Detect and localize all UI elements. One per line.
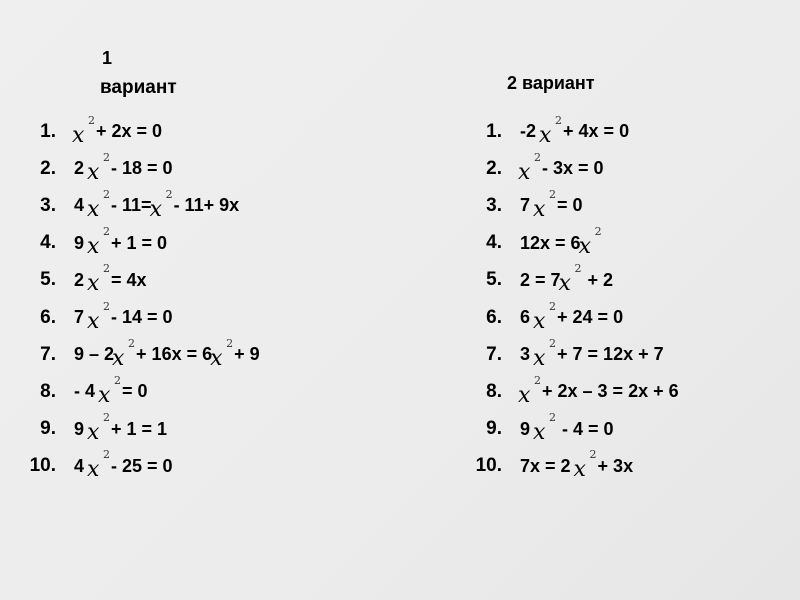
exponent: 2 (534, 150, 541, 164)
x-variable: x (533, 420, 546, 446)
equation-term: 2 (74, 269, 90, 290)
equation-number: 2. (486, 157, 502, 179)
x-variable: x (210, 345, 223, 371)
equation-term: 3 (520, 344, 536, 365)
exponent: 2 (549, 411, 557, 425)
equation-text (62, 187, 240, 222)
equation-text (508, 150, 604, 185)
equation-term: + 4х = 0 (563, 121, 630, 142)
equation-term: + 2х – 3 = 2х + 6 (542, 381, 679, 402)
equation-number: 8. (486, 380, 502, 402)
equation-term: 9 (74, 232, 90, 253)
x-squared (577, 225, 607, 260)
x-variable: x (98, 382, 111, 408)
equation-term: + 9 (234, 344, 260, 365)
exponent: 2 (549, 187, 557, 201)
variant-1-equation-5 (6, 262, 366, 299)
equation-term: + 2х = 0 (96, 121, 163, 142)
x-squared (85, 150, 115, 185)
variant-2-equation-5 (458, 262, 778, 299)
equation-number: 5. (486, 269, 502, 291)
x-variable: x (87, 234, 100, 260)
x-squared (85, 225, 115, 260)
x-variable: x (518, 159, 531, 185)
variant-2-equation-4 (458, 225, 778, 262)
x-variable: x (87, 420, 100, 446)
equation-text (62, 373, 148, 408)
equation-term: 6 (520, 307, 536, 328)
equation-term: 4 (74, 195, 90, 216)
x-squared (96, 373, 126, 408)
equation-number: 9. (40, 418, 56, 440)
exponent: 2 (128, 336, 136, 350)
x-squared (85, 187, 115, 222)
x-squared (85, 299, 115, 334)
equation-term: 4 (74, 455, 90, 476)
equation-number: 6. (40, 306, 56, 328)
variant-2-equation-1 (458, 113, 778, 150)
equation-text (508, 411, 614, 446)
x-variable: x (87, 308, 100, 334)
exponent: 2 (103, 225, 111, 239)
equation-number: 8. (40, 380, 56, 402)
exponent: 2 (594, 225, 602, 239)
exponent: 2 (549, 336, 557, 350)
equation-number: 6. (486, 306, 502, 328)
x-squared (516, 373, 546, 408)
equation-term: = 0 (557, 195, 583, 216)
x-squared (85, 448, 115, 483)
exponent: 2 (226, 336, 234, 350)
x-squared (557, 262, 587, 297)
variant-1-equation-9 (6, 411, 366, 448)
equation-number: 4. (486, 232, 502, 254)
x-squared (537, 113, 567, 148)
equation-text (62, 336, 260, 371)
equation-number: 7. (40, 343, 56, 365)
equation-term: - 25 = 0 (111, 455, 173, 476)
equation-text (508, 187, 583, 222)
variant-2-equation-3 (458, 187, 778, 224)
variant-2-equation-2 (458, 150, 778, 187)
equation-term: 9 (74, 418, 90, 439)
equation-text (62, 262, 147, 297)
x-variable: x (518, 382, 531, 408)
variant-1-number: 1 (102, 48, 113, 68)
equation-term: - 11+ 9х (173, 195, 240, 216)
equation-text (62, 411, 168, 446)
equation-term: 7 (520, 195, 536, 216)
equation-term: = 0 (122, 381, 148, 402)
equation-term: - 18 = 0 (111, 158, 173, 179)
exponent: 2 (534, 373, 541, 387)
variant-2-equation-9 (458, 411, 778, 448)
equation-text (508, 448, 634, 483)
equation-number: 3. (486, 194, 502, 216)
equation-number: 4. (40, 232, 56, 254)
equation-number: 7. (486, 343, 502, 365)
variant-1-label: вариант (100, 77, 177, 98)
equation-term: + 1 = 1 (111, 418, 168, 439)
equation-term: + 3х (597, 455, 634, 476)
equation-term: -2 (520, 121, 542, 142)
exponent: 2 (589, 448, 597, 462)
equation-term: 2 (74, 158, 90, 179)
exponent: 2 (555, 113, 563, 127)
x-variable: x (539, 122, 552, 148)
equation-number: 3. (40, 194, 56, 216)
equation-text (508, 262, 614, 297)
variant-2-equation-list (458, 113, 778, 485)
equation-term: - 4 = 0 (557, 418, 614, 439)
variant-1-equation-4 (6, 225, 366, 262)
x-squared (572, 448, 602, 483)
equation-number: 10. (475, 455, 502, 477)
equation-text (62, 225, 168, 260)
equation-term: - 14 = 0 (111, 307, 173, 328)
x-variable: x (533, 308, 546, 334)
exponent: 2 (114, 373, 122, 387)
equation-number: 1. (40, 120, 56, 142)
variant-1-equation-list (6, 113, 366, 485)
x-variable: x (112, 345, 125, 371)
equation-term: = 4х (111, 269, 147, 290)
x-squared (531, 299, 561, 334)
equation-term: 7 (74, 307, 90, 328)
exponent: 2 (103, 262, 111, 276)
x-squared (85, 262, 115, 297)
equation-term: - 4 (74, 381, 101, 402)
variant-2-equation-6 (458, 299, 778, 336)
x-variable: x (533, 345, 546, 371)
x-variable: x (87, 271, 100, 297)
equation-number: 5. (40, 269, 56, 291)
equation-number: 1. (486, 120, 502, 142)
equation-term: + 2 (582, 269, 614, 290)
equation-number: 9. (486, 418, 502, 440)
exponent: 2 (103, 411, 111, 425)
variant-2-equation-7 (458, 336, 778, 373)
variant-2-equation-8 (458, 373, 778, 410)
x-squared (531, 187, 561, 222)
exponent: 2 (549, 299, 557, 313)
variant-1-equation-8 (6, 373, 366, 410)
equation-text (508, 225, 603, 260)
x-squared (110, 336, 140, 371)
x-squared (531, 336, 561, 371)
equation-text (508, 299, 624, 334)
equation-term: 9 (520, 418, 536, 439)
x-squared (531, 411, 561, 446)
x-variable: x (87, 457, 100, 483)
equation-text (508, 373, 679, 408)
variant-1-equation-7 (6, 336, 366, 373)
variant-1-equation-10 (6, 448, 366, 485)
equation-term: - 11= (111, 195, 152, 216)
x-squared (85, 411, 115, 446)
x-squared (208, 336, 238, 371)
equation-term: 2 = 7 (520, 269, 561, 290)
equation-term: 12х = 6 (520, 232, 581, 253)
equation-text (62, 299, 173, 334)
equation-term: 9 – 2 (74, 344, 115, 365)
equation-term: 7х = 2 (520, 455, 576, 476)
exponent: 2 (103, 448, 111, 462)
equation-text (508, 113, 630, 148)
x-squared (148, 187, 178, 222)
x-squared (516, 150, 546, 185)
exponent: 2 (103, 299, 111, 313)
x-variable: x (578, 234, 591, 260)
equation-term: + 24 = 0 (557, 307, 624, 328)
x-variable: x (149, 196, 162, 222)
x-squared (70, 113, 100, 148)
equation-term: + 16х = 6 (136, 344, 213, 365)
exponent: 2 (574, 262, 582, 276)
exponent: 2 (88, 113, 95, 127)
equation-text (62, 448, 173, 483)
exponent: 2 (103, 187, 111, 201)
x-variable: x (87, 196, 100, 222)
variant-1-equation-1 (6, 113, 366, 150)
x-variable: x (72, 122, 85, 148)
variant-1-equation-6 (6, 299, 366, 336)
equation-text (62, 113, 163, 148)
exponent: 2 (165, 187, 173, 201)
x-variable: x (533, 196, 546, 222)
equation-number: 10. (29, 455, 56, 477)
equation-term: + 1 = 0 (111, 232, 168, 253)
variant-2-equation-10 (458, 448, 778, 485)
equation-number: 2. (40, 157, 56, 179)
variant-2-title: 2 вариант (507, 73, 595, 93)
variant-1-equation-3 (6, 187, 366, 224)
variant-1-equation-2 (6, 150, 366, 187)
x-variable: x (87, 159, 100, 185)
equation-text (62, 150, 173, 185)
x-variable: x (573, 457, 586, 483)
equation-term: - 3х = 0 (542, 158, 604, 179)
exponent: 2 (103, 150, 111, 164)
equation-term: + 7 = 12х + 7 (557, 344, 664, 365)
equation-text (508, 336, 664, 371)
x-variable: x (558, 271, 571, 297)
